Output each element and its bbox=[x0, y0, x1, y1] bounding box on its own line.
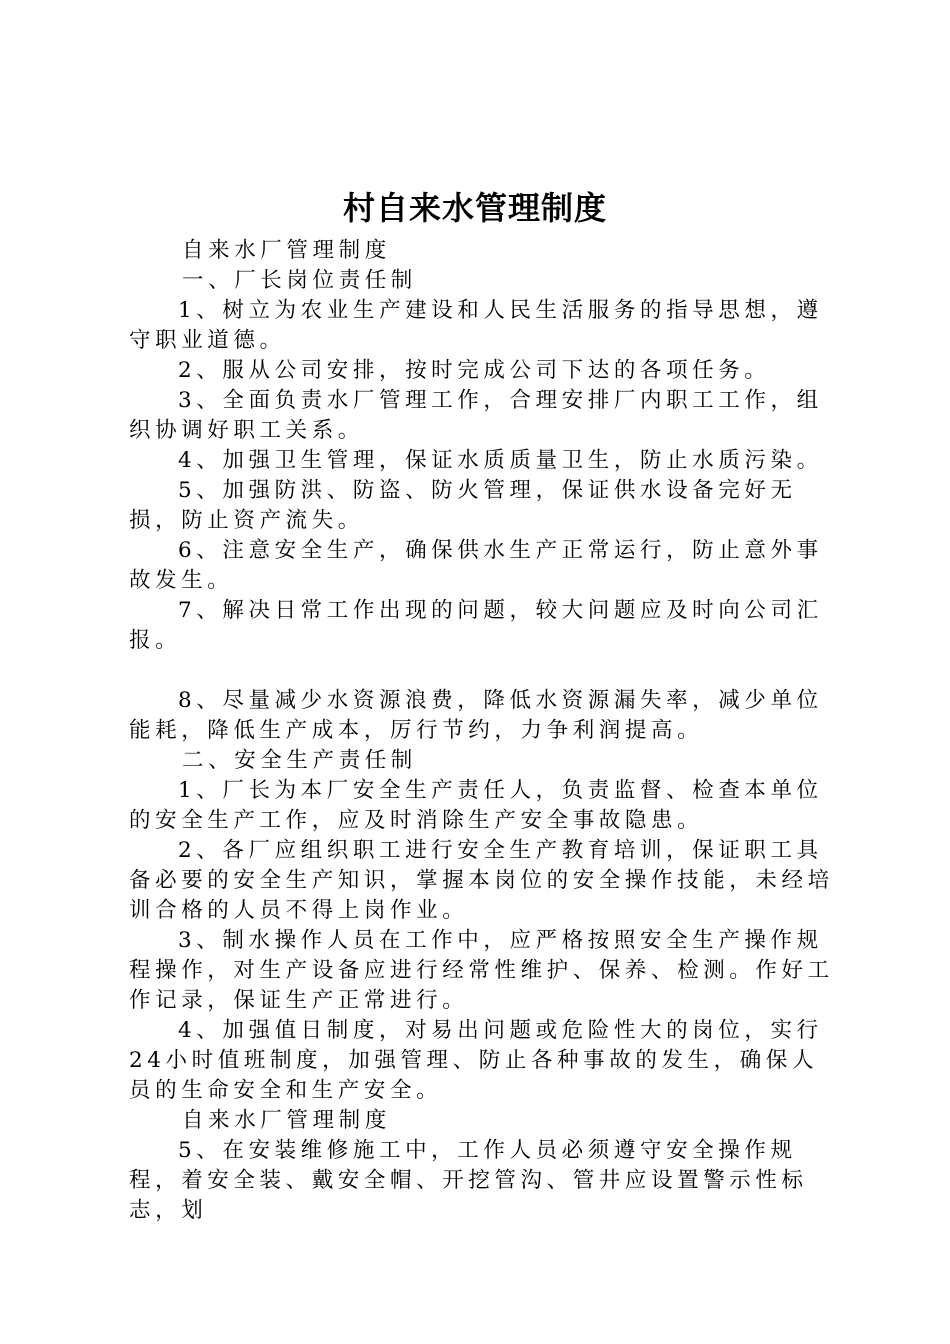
blank-line bbox=[129, 656, 834, 686]
paragraph: 6、注意安全生产，确保供水生产正常运行，防止意外事故发生。 bbox=[129, 538, 823, 593]
paragraph: 3、全面负责水厂管理工作，合理安排厂内职工工作，组织协调好职工关系。 bbox=[129, 388, 823, 443]
paragraph: 1、厂长为本厂安全生产责任人，负责监督、检查本单位的安全生产工作，应及时消除生产安全事故隐患。 bbox=[129, 778, 823, 833]
paragraph: 5、在安装维修施工中，工作人员必须遵守安全操作规程，着安全装、戴安全帽、开挖管沟、管井应设置警示性标志，划 bbox=[129, 1138, 808, 1223]
section-heading: 二、安全生产责任制 bbox=[182, 748, 417, 773]
section-heading: 一、厂长岗位责任制 bbox=[182, 268, 417, 293]
paragraph: 4、加强值日制度，对易出问题或危险性大的岗位，实行24小时值班制度，加强管理、防止各种事故的发生，确保人员的生命安全和生产安全。 bbox=[129, 1018, 823, 1103]
document-body bbox=[129, 236, 834, 1226]
paragraph: 2、服从公司安排，按时完成公司下达的各项任务。 bbox=[178, 358, 771, 383]
paragraph: 1、树立为农业生产建设和人民生活服务的指导思想，遵守职业道德。 bbox=[129, 298, 823, 353]
document-title: 村自来水管理制度 bbox=[342, 189, 607, 227]
paragraph: 7、解决日常工作出现的问题，较大问题应及时向公司汇报。 bbox=[129, 598, 823, 653]
paragraph: 3、制水操作人员在工作中，应严格按照安全生产操作规程操作，对生产设备应进行经常性维护、保养、检测。作好工作记录，保证生产正常进行。 bbox=[129, 928, 834, 1013]
section-heading: 自来水厂管理制度 bbox=[182, 1108, 391, 1133]
paragraph: 8、尽量减少水资源浪费，降低水资源漏失率，减少单位能耗，降低生产成本，厉行节约，力争利润提高。 bbox=[129, 688, 823, 743]
section-heading: 自来水厂管理制度 bbox=[182, 238, 391, 263]
paragraph: 4、加强卫生管理，保证水质质量卫生，防止水质污染。 bbox=[178, 448, 823, 473]
paragraph: 5、加强防洪、防盗、防火管理，保证供水设备完好无损，防止资产流失。 bbox=[129, 478, 797, 533]
paragraph: 2、各厂应组织职工进行安全生产教育培训，保证职工具备必要的安全生产知识，掌握本岗位的安全操作技能，未经培训合格的人员不得上岗作业。 bbox=[129, 838, 834, 923]
